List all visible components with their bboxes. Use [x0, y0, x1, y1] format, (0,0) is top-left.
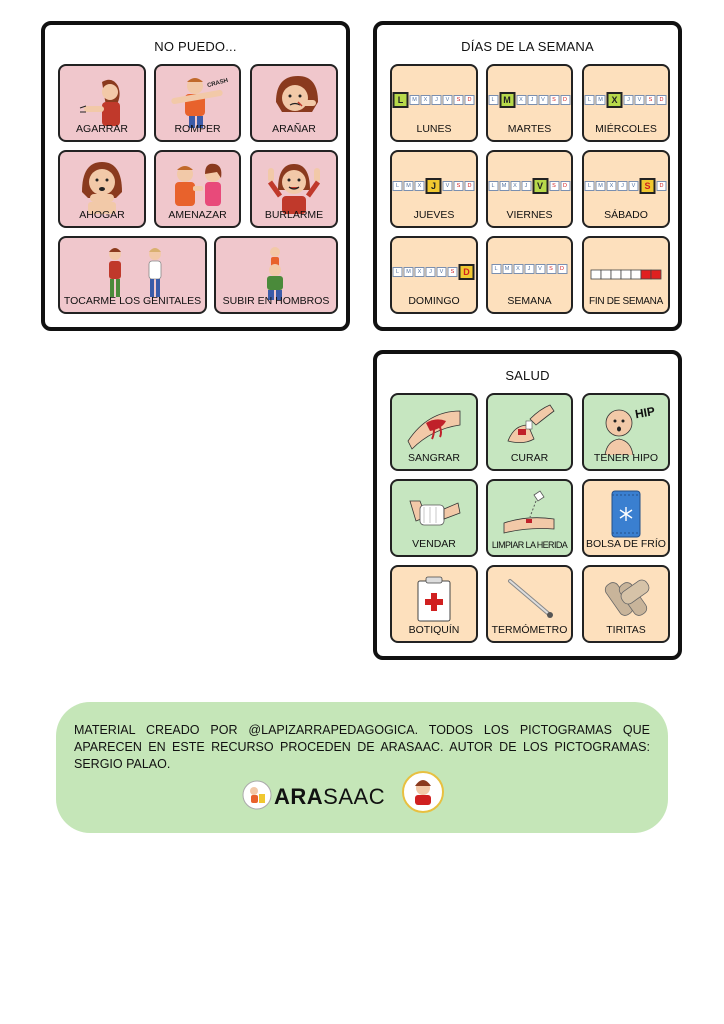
mock-pictogram: [264, 158, 324, 216]
card-martes[interactable]: [486, 64, 573, 142]
arasaac-wordmark-rest: SAAC: [323, 784, 386, 809]
day-box: X: [510, 181, 520, 191]
card-botiquin[interactable]: [390, 565, 478, 643]
day-box: L: [393, 181, 403, 191]
day-box: D: [657, 95, 667, 105]
day-box: L: [393, 92, 409, 108]
day-box: S: [646, 95, 656, 105]
day-box: D: [657, 181, 667, 191]
card-sabado[interactable]: [582, 150, 670, 228]
day-box: V: [532, 178, 548, 194]
day-box: D: [459, 264, 475, 280]
day-box: D: [465, 95, 475, 105]
day-box: D: [560, 181, 570, 191]
grab-pictogram: [72, 72, 132, 130]
day-box: J: [426, 267, 436, 277]
day-box: D: [557, 264, 567, 274]
card-label: TENER HIPO: [593, 452, 659, 464]
threaten-pictogram: [167, 158, 229, 216]
card-label: LUNES: [416, 123, 452, 135]
crash-text: CRASH: [206, 77, 229, 90]
credits-footer: [56, 702, 668, 833]
day-box: D: [465, 181, 475, 191]
card-burlarme[interactable]: [250, 150, 338, 228]
day-box: M: [499, 92, 515, 108]
card-label: TIRITAS: [606, 624, 646, 636]
card-tocarme-los-genitales[interactable]: [58, 236, 207, 314]
day-box: V: [629, 181, 639, 191]
cold-pack-pictogram: [606, 487, 646, 541]
card-limpiar-la-herida[interactable]: [486, 479, 573, 557]
day-box: X: [516, 95, 526, 105]
dias-semana-board: [373, 21, 682, 331]
day-box: X: [607, 92, 623, 108]
card-label: CURAR: [510, 452, 549, 464]
day-box: L: [488, 181, 498, 191]
day-box: J: [524, 264, 534, 274]
card-ahogar[interactable]: [58, 150, 146, 228]
heal-pictogram: [500, 401, 560, 451]
choke-pictogram: [72, 158, 132, 216]
first-aid-kit-icon: [412, 573, 456, 625]
card-label: TOCARME LOS GENITALES: [63, 295, 202, 307]
day-box: S: [448, 267, 458, 277]
credits-text: MATERIAL CREADO POR @LAPIZARRAPEDAGOGICA. TODOS LOS PICTOGRAMAS QUE APARECEN EN ESTE RECURSO PROCEDEN DE ARASAAC. AUTOR DE LOS PICTOGRAMAS: SERGIO PALAO.: [74, 723, 650, 771]
clean-wound-pictogram: [500, 487, 560, 539]
weekend-strip-icon: [589, 254, 663, 294]
card-label: DOMINGO: [408, 295, 460, 307]
card-label: SUBIR EN HOMBROS: [222, 295, 330, 307]
card-agarrar[interactable]: [58, 64, 146, 142]
card-label: SANGRAR: [408, 452, 460, 464]
touch-genitals-pictogram: [83, 244, 183, 302]
day-box: S: [546, 264, 556, 274]
card-viernes[interactable]: [486, 150, 573, 228]
no-puedo-title: NO PUEDO...: [154, 39, 237, 54]
weekday-strip: [491, 264, 568, 274]
plasters-icon: [596, 573, 656, 625]
no-puedo-board: [41, 21, 350, 331]
card-fin-de-semana[interactable]: [582, 236, 670, 314]
card-label: MARTES: [507, 123, 552, 135]
day-box: X: [421, 95, 431, 105]
day-box: M: [404, 267, 414, 277]
card-label: MIÉRCOLES: [595, 123, 657, 135]
card-label: AGARRAR: [76, 123, 128, 135]
arasaac-wordmark-bold: ARA: [274, 784, 324, 809]
card-vendar[interactable]: [390, 479, 478, 557]
weekday-strip: [585, 178, 668, 194]
scratch-pictogram: [264, 72, 324, 130]
weekday-strip: [393, 92, 476, 108]
card-subir-en-hombros[interactable]: [214, 236, 338, 314]
day-box: J: [527, 95, 537, 105]
arasaac-logo-icon: [242, 780, 272, 810]
day-box: J: [618, 181, 628, 191]
card-termometro[interactable]: [486, 565, 573, 643]
card-aranar[interactable]: [250, 64, 338, 142]
thermometer-icon: [500, 573, 560, 625]
day-box: V: [437, 267, 447, 277]
card-label: ROMPER: [174, 123, 221, 135]
day-box: S: [549, 95, 559, 105]
card-label: LIMPIAR LA HERIDA: [491, 540, 568, 550]
day-box: M: [404, 181, 414, 191]
day-box: M: [499, 181, 509, 191]
card-label: ARAÑAR: [272, 123, 316, 135]
card-bolsa-de-frio[interactable]: [582, 479, 670, 557]
card-sangrar[interactable]: [390, 393, 478, 471]
card-label: VIERNES: [506, 209, 553, 221]
card-label: BOLSA DE FRÍO: [586, 538, 666, 550]
weekday-strip: [393, 178, 476, 194]
day-box: X: [607, 181, 617, 191]
day-box: J: [426, 178, 442, 194]
day-box: X: [415, 181, 425, 191]
day-box: V: [443, 181, 453, 191]
card-label: TERMÓMETRO: [491, 624, 568, 636]
day-box: L: [585, 95, 595, 105]
day-box: L: [491, 264, 501, 274]
hiccup-pictogram: [593, 401, 659, 455]
card-domingo[interactable]: [390, 236, 478, 314]
weekday-strip: [393, 264, 476, 280]
card-label: BURLARME: [264, 209, 324, 221]
dias-title: DÍAS DE LA SEMANA: [461, 39, 594, 54]
day-box: L: [393, 267, 403, 277]
card-tener-hipo[interactable]: [582, 393, 670, 471]
lapizarra-logo-icon: [401, 770, 445, 814]
card-label: BOTIQUÍN: [408, 624, 460, 636]
day-box: M: [410, 95, 420, 105]
shoulders-pictogram: [251, 244, 301, 302]
card-jueves[interactable]: [390, 150, 478, 228]
break-pictogram: [167, 72, 229, 130]
bandage-pictogram: [404, 487, 464, 539]
arasaac-wordmark: [274, 784, 385, 810]
day-box: V: [443, 95, 453, 105]
card-label: AHOGAR: [79, 209, 125, 221]
day-box: M: [596, 95, 606, 105]
weekday-strip: [585, 92, 668, 108]
card-label: VENDAR: [412, 538, 456, 550]
card-curar[interactable]: [486, 393, 573, 471]
day-box: J: [624, 95, 634, 105]
day-box: V: [535, 264, 545, 274]
day-box: J: [432, 95, 442, 105]
day-box: D: [560, 95, 570, 105]
day-box: X: [415, 267, 425, 277]
card-romper[interactable]: [154, 64, 241, 142]
day-box: X: [513, 264, 523, 274]
day-box: M: [502, 264, 512, 274]
card-tiritas[interactable]: [582, 565, 670, 643]
card-label: SÁBADO: [604, 209, 648, 221]
card-amenazar[interactable]: [154, 150, 241, 228]
day-box: V: [538, 95, 548, 105]
card-label: SEMANA: [507, 295, 552, 307]
day-box: S: [549, 181, 559, 191]
salud-title: SALUD: [505, 368, 550, 383]
day-box: V: [635, 95, 645, 105]
day-box: L: [488, 95, 498, 105]
card-lunes[interactable]: [390, 64, 478, 142]
hip-text: HIP: [633, 404, 657, 422]
day-box: J: [521, 181, 531, 191]
day-box: S: [454, 95, 464, 105]
card-label: JUEVES: [413, 209, 455, 221]
card-label: FIN DE SEMANA: [589, 296, 663, 307]
card-label: AMENAZAR: [168, 209, 227, 221]
day-box: L: [585, 181, 595, 191]
day-box: S: [454, 181, 464, 191]
day-box: M: [596, 181, 606, 191]
bleed-pictogram: [404, 401, 464, 451]
weekday-strip: [488, 92, 571, 108]
salud-board: [373, 350, 682, 660]
card-miercoles[interactable]: [582, 64, 670, 142]
day-box: S: [640, 178, 656, 194]
card-semana[interactable]: [486, 236, 573, 314]
weekday-strip: [488, 178, 571, 194]
